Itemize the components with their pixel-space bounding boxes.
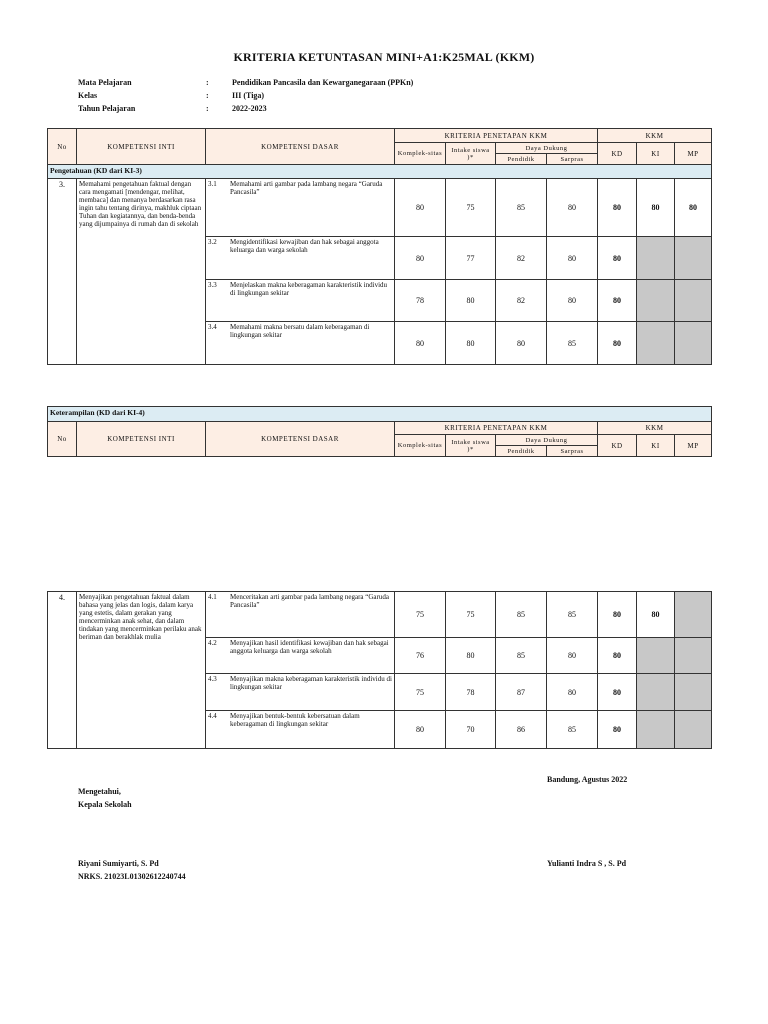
section-title: Pengetahuan (KD dari KI-3)	[48, 165, 712, 179]
kd-text: Memahami makna bersatu dalam keberagaman di lingkungan sekitar	[230, 323, 370, 339]
kd-cell	[206, 674, 395, 711]
kepala-sekolah-name: Riyani Sumiyarti, S. Pd	[78, 859, 159, 868]
place-date: Bandung, Agustus 2022	[547, 775, 628, 784]
empty-cell	[675, 280, 712, 322]
kkm-ki-value: 80	[637, 592, 675, 638]
pendidik-value: 82	[496, 280, 547, 322]
kompleksitas-value: 75	[395, 592, 446, 638]
ki-text: Menyajikan pengetahuan faktual dalam bahasa yang jelas dan logis, dalam karya yang estetis, dalam gerakan yang mencerminkan anak sehat, dan dalam tindakan yang mencerminkan perilaku anak beriman dan berakhlak mulia	[77, 592, 206, 749]
header-col-ki: KI	[637, 143, 675, 165]
kd-cell	[206, 322, 395, 365]
info-colon: :	[206, 78, 209, 87]
kkm-table-keterampilan-body	[47, 591, 712, 749]
info-value: 2022-2023	[232, 104, 267, 113]
kkm-kd-value: 80	[598, 179, 637, 237]
row-no: 4.	[48, 592, 77, 749]
table-row	[48, 592, 712, 638]
empty-cell	[675, 638, 712, 674]
kompleksitas-value: 80	[395, 179, 446, 237]
pendidik-value: 85	[496, 592, 547, 638]
pendidik-value: 87	[496, 674, 547, 711]
header-kriteria: KRITERIA PENETAPAN KKM	[395, 422, 598, 435]
intake-value: 75	[446, 179, 496, 237]
header-kd: KOMPETENSI DASAR	[206, 422, 395, 457]
kompleksitas-value: 75	[395, 674, 446, 711]
header-kompleksitas: Komplek-sitas	[395, 435, 446, 457]
kkm-kd-value: 80	[598, 592, 637, 638]
kd-cell	[206, 592, 395, 638]
kd-text: Menjelaskan makna keberagaman karakteristik individu di lingkungan sekitar	[230, 281, 388, 297]
section-title: Keterampilan (KD dari KI-4)	[48, 407, 712, 422]
kd-text: Memahami arti gambar pada lambang negara “Garuda Pancasila”	[230, 180, 383, 196]
intake-value: 78	[446, 674, 496, 711]
intake-value: 80	[446, 322, 496, 365]
kompleksitas-value: 80	[395, 322, 446, 365]
header-no: No	[48, 422, 77, 457]
kkm-ki-value: 80	[637, 179, 675, 237]
header-col-mp: MP	[675, 143, 712, 165]
kd-code: 3.2	[208, 238, 217, 246]
intake-value: 77	[446, 237, 496, 280]
kkm-table-pengetahuan	[47, 128, 712, 365]
kd-cell	[206, 280, 395, 322]
kd-code: 3.1	[208, 180, 217, 188]
kd-text: Menceritakan arti gambar pada lambang negara “Garuda Pancasila”	[230, 593, 389, 609]
sarpras-value: 85	[547, 322, 598, 365]
kd-cell	[206, 237, 395, 280]
header-daya-dukung: Daya Dukung	[496, 143, 598, 154]
pendidik-value: 82	[496, 237, 547, 280]
intake-value: 80	[446, 280, 496, 322]
header-sarpras: Sarpras	[547, 154, 598, 165]
empty-cell	[637, 237, 675, 280]
header-sarpras: Sarpras	[547, 446, 598, 457]
kkm-kd-value: 80	[598, 711, 637, 749]
sarpras-value: 80	[547, 280, 598, 322]
kd-code: 4.3	[208, 675, 217, 683]
header-col-ki: KI	[637, 435, 675, 457]
intake-value: 80	[446, 638, 496, 674]
kd-cell	[206, 711, 395, 749]
kd-text: Menyajikan hasil identifikasi kewajiban dan hak sebagai anggota keluarga dan warga sekolah	[230, 639, 389, 655]
kd-code: 4.1	[208, 593, 217, 601]
sarpras-value: 85	[547, 711, 598, 749]
pendidik-value: 85	[496, 638, 547, 674]
header-daya-dukung: Daya Dukung	[496, 435, 598, 446]
kkm-kd-value: 80	[598, 280, 637, 322]
info-label: Kelas	[78, 91, 98, 100]
sarpras-value: 80	[547, 638, 598, 674]
mengetahui-label: Mengetahui,	[78, 787, 121, 796]
empty-cell	[637, 711, 675, 749]
guru-name: Yulianti Indra S , S. Pd	[547, 859, 627, 868]
kd-text: Mengidentifikasi kewajiban dan hak sebagai anggota keluarga dan warga sekolah	[230, 238, 379, 254]
kd-text: Menyajikan makna keberagaman karakteristik individu di lingkungan sekitar	[230, 675, 392, 691]
kompleksitas-value: 80	[395, 237, 446, 280]
empty-cell	[637, 638, 675, 674]
header-intake: Intake siswa )*	[446, 143, 496, 165]
table-row	[48, 179, 712, 237]
kd-code: 4.4	[208, 712, 217, 720]
sarpras-value: 85	[547, 592, 598, 638]
page-title: KRITERIA KETUNTASAN MINI+A1:K25MAL (KKM)	[233, 50, 535, 64]
info-value: Pendidikan Pancasila dan Kewarganegaraan (PPKn)	[232, 78, 414, 87]
empty-cell	[637, 674, 675, 711]
pendidik-value: 85	[496, 179, 547, 237]
sarpras-value: 80	[547, 674, 598, 711]
sarpras-value: 80	[547, 179, 598, 237]
kkm-table-keterampilan-header	[47, 406, 712, 457]
kompleksitas-value: 78	[395, 280, 446, 322]
kompleksitas-value: 76	[395, 638, 446, 674]
kompleksitas-value: 80	[395, 711, 446, 749]
header-kriteria: KRITERIA PENETAPAN KKM	[395, 129, 598, 143]
header-col-kd: KD	[598, 435, 637, 457]
header-no: No	[48, 129, 77, 165]
kd-code: 3.4	[208, 323, 217, 331]
header-kkm: KKM	[598, 422, 712, 435]
header-col-mp: MP	[675, 435, 712, 457]
header-kd: KOMPETENSI DASAR	[206, 129, 395, 165]
info-row-class	[78, 91, 413, 104]
header-intake: Intake siswa )*	[446, 435, 496, 457]
empty-cell	[675, 237, 712, 280]
empty-cell	[675, 711, 712, 749]
empty-cell	[675, 322, 712, 365]
kkm-kd-value: 80	[598, 638, 637, 674]
row-no: 3.	[48, 179, 77, 365]
info-row-subject	[78, 78, 413, 91]
kkm-kd-value: 80	[598, 322, 637, 365]
pendidik-value: 80	[496, 322, 547, 365]
empty-cell	[637, 280, 675, 322]
info-label: Tahun Pelajaran	[78, 104, 136, 113]
header-col-kd: KD	[598, 143, 637, 165]
kd-code: 3.3	[208, 281, 217, 289]
intake-value: 75	[446, 592, 496, 638]
kd-cell	[206, 179, 395, 237]
header-pendidik: Pendidik	[496, 446, 547, 457]
header-kompleksitas: Komplek-sitas	[395, 143, 446, 165]
kepala-sekolah-nrks: NRKS. 21023L01302612240744	[78, 872, 186, 881]
header-ki: KOMPETENSI INTI	[77, 129, 206, 165]
header-pendidik: Pendidik	[496, 154, 547, 165]
sarpras-value: 80	[547, 237, 598, 280]
kepala-sekolah-label: Kepala Sekolah	[78, 800, 132, 809]
header-kkm: KKM	[598, 129, 712, 143]
pendidik-value: 86	[496, 711, 547, 749]
kkm-mp-value: 80	[675, 179, 712, 237]
kd-text: Menyajikan bentuk-bentuk kebersatuan dalam keberagaman di lingkungan sekitar	[230, 712, 360, 728]
intake-value: 70	[446, 711, 496, 749]
info-colon: :	[206, 91, 209, 100]
kkm-kd-value: 80	[598, 674, 637, 711]
info-value: III (Tiga)	[232, 91, 265, 100]
kkm-kd-value: 80	[598, 237, 637, 280]
ki-text: Memahami pengetahuan faktual dengan cara mengamati [mendengar, melihat, membaca] dan menanya berdasarkan rasa ingin tahu tentang dirinya, makhluk ciptaan Tuhan dan kegiatannya, dan benda-benda yang dijumpainya di rumah dan di sekolah	[77, 179, 206, 365]
info-row-year	[78, 104, 413, 117]
info-block	[78, 78, 413, 117]
info-colon: :	[206, 104, 209, 113]
empty-cell	[675, 674, 712, 711]
empty-cell	[675, 592, 712, 638]
kd-cell	[206, 638, 395, 674]
empty-cell	[637, 322, 675, 365]
info-label: Mata Pelajaran	[78, 78, 132, 87]
header-ki: KOMPETENSI INTI	[77, 422, 206, 457]
kd-code: 4.2	[208, 639, 217, 647]
